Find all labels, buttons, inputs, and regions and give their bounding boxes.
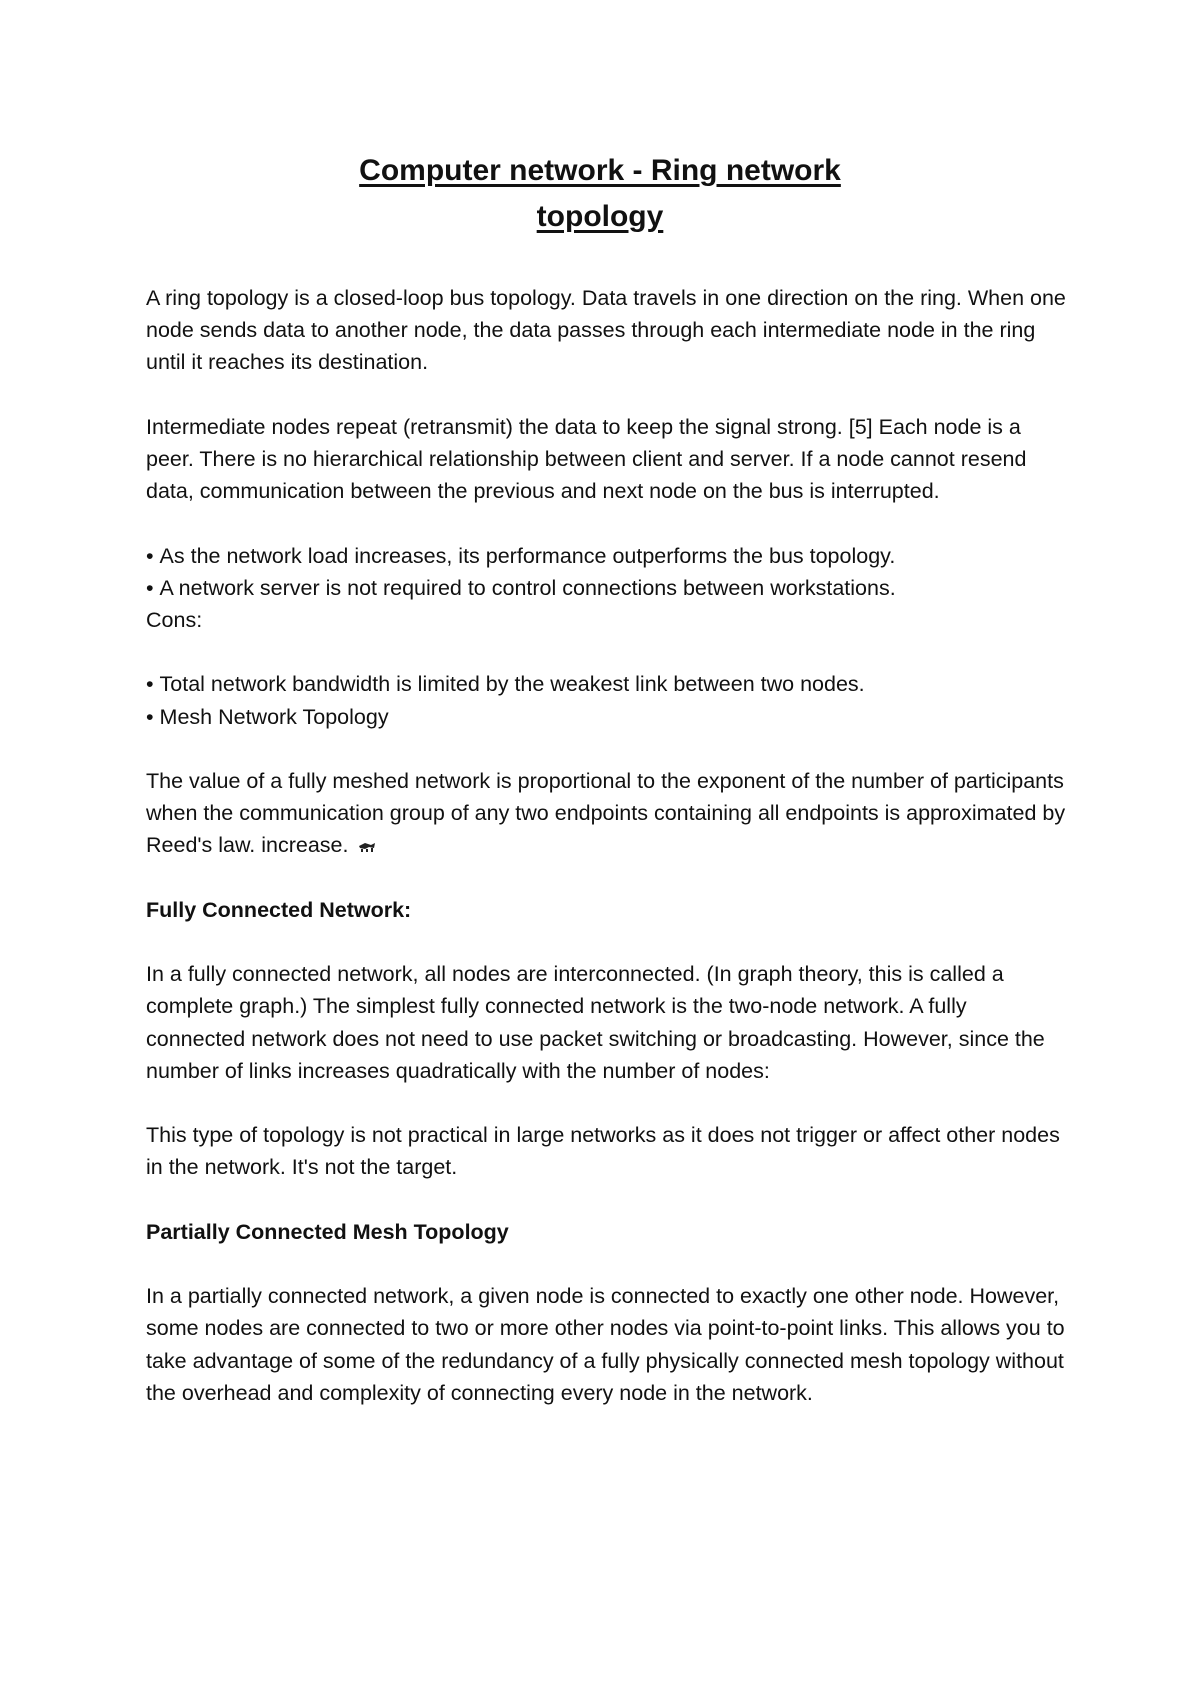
pros-item-text: As the network load increases, its performance outperforms the bus topology. bbox=[159, 543, 896, 568]
cons-item-text: Mesh Network Topology bbox=[159, 704, 389, 729]
bullet-glyph: • bbox=[146, 543, 154, 568]
title-line-1: Computer network - Ring network bbox=[359, 154, 841, 187]
list-item bbox=[146, 668, 1066, 700]
list-item bbox=[146, 701, 1066, 733]
paragraph-reeds-law-text: The value of a fully meshed network is proportional to the exponent of the number of participants when the communication group of any two endpoints containing all endpoints is approximated by Reed's law. increase. bbox=[146, 769, 1066, 858]
document-body bbox=[146, 282, 1066, 1441]
paragraph-partially-connected: In a partially connected network, a given node is connected to exactly one other node. However, some nodes are connected to two or more other nodes via point-to-point links. This allows you to take advantage of some of the redundancy of a fully physically connected mesh topology without the overhead and complexity of connecting every node in the network. bbox=[146, 1284, 1065, 1405]
page-title bbox=[0, 148, 1200, 240]
spacer-line bbox=[146, 636, 1066, 668]
paragraph-intermediate-nodes: Intermediate nodes repeat (retransmit) the data to keep the signal strong. [5] Each node is a peer. There is no hierarchical relationship between client and server. If a node cannot resend data, communication between the previous and next node on the bus is interrupted. bbox=[146, 414, 1027, 504]
bullet-glyph: • bbox=[146, 575, 154, 600]
pros-item-text: A network server is not required to control connections between workstations. bbox=[159, 575, 896, 600]
list-item bbox=[146, 540, 1066, 572]
heading-partially-connected: Partially Connected Mesh Topology bbox=[146, 1219, 509, 1244]
cons-label: Cons: bbox=[146, 608, 203, 632]
heading-fully-connected: Fully Connected Network: bbox=[146, 897, 412, 922]
title-line-2: topology bbox=[536, 200, 664, 233]
paragraph-reeds-law bbox=[146, 765, 1066, 862]
paragraph-fully-connected: In a fully connected network, all nodes are interconnected. (In graph theory, this is called a complete graph.) The simplest fully connected network is the two-node network. A fully connected network does not need to use packet switching or broadcasting. However, since the number of links increases quadratically with the number of nodes: bbox=[146, 962, 1045, 1083]
paragraph-not-practical: This type of topology is not practical in large networks as it does not trigger or affect other nodes in the network. It's not the target. bbox=[146, 1123, 1060, 1180]
bullet-glyph: • bbox=[146, 672, 154, 697]
spacer-line bbox=[146, 733, 1066, 765]
list-item bbox=[146, 572, 1066, 604]
cons-list bbox=[146, 668, 1066, 732]
bullet-glyph: • bbox=[146, 704, 154, 729]
pros-list bbox=[146, 540, 1066, 604]
paragraph-ring-intro: A ring topology is a closed-loop bus topology. Data travels in one direction on the ring. When one node sends data to another node, the data passes through each intermediate node in the ring until it reaches its destination. bbox=[146, 286, 1066, 375]
small-network-glyph-icon bbox=[357, 840, 377, 854]
cons-item-text: Total network bandwidth is limited by the weakest link between two nodes. bbox=[159, 672, 865, 697]
